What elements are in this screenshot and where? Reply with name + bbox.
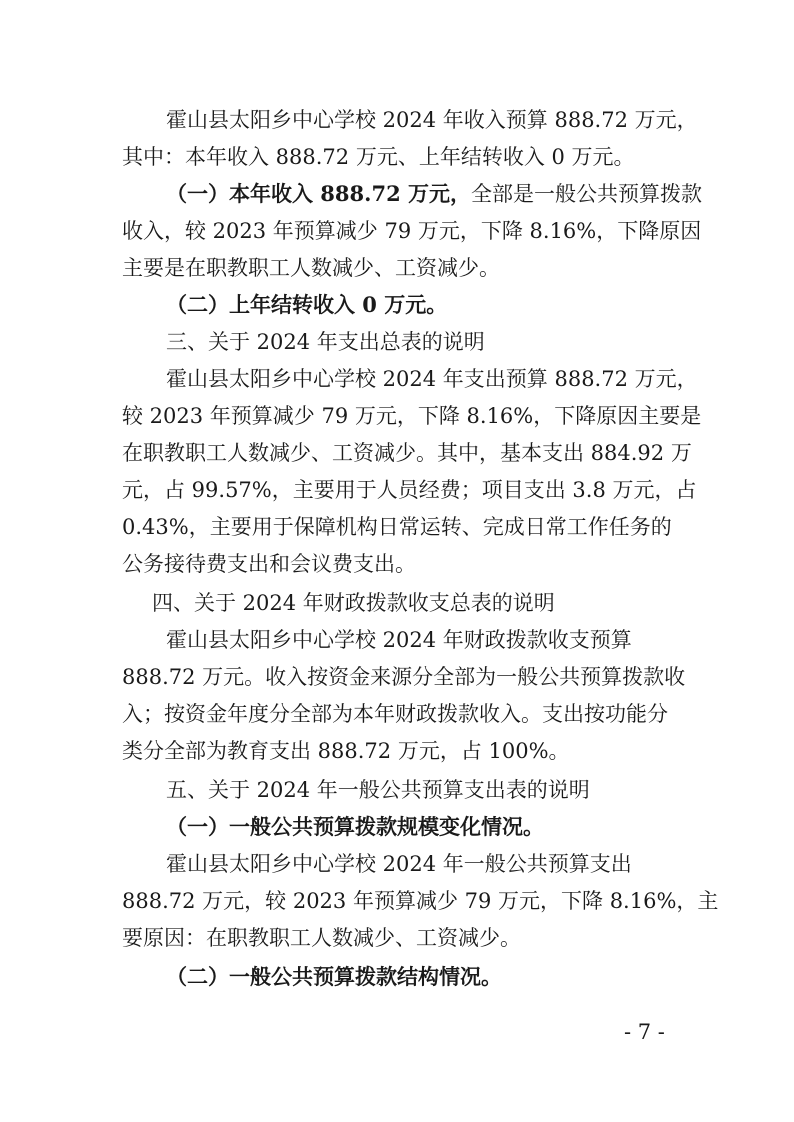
line-rest: 全部是一般公共预算拨款 [471, 182, 702, 206]
section-heading: 三、关于 2024 年支出总表的说明 [166, 330, 485, 354]
section-heading: 五、关于 2024 年一般公共预算支出表的说明 [166, 778, 590, 802]
paragraph-line: 元，占 99.57%，主要用于人员经费；项目支出 3.8 万元，占 [122, 478, 697, 502]
paragraph-line: 公务接待费支出和会议费支出。 [122, 552, 416, 576]
page-number: - 7 - [624, 1020, 665, 1044]
subheading: （二）一般公共预算拨款结构情况。 [166, 964, 502, 989]
paragraph-line: 888.72 万元，较 2023 年预算减少 79 万元，下降 8.16%，主 [122, 889, 719, 913]
subheading: （一）一般公共预算拨款规模变化情况。 [166, 814, 544, 839]
paragraph-line: 主要是在职教职工人数减少、工资减少。 [122, 256, 500, 280]
paragraph-line: 霍山县太阳乡中心学校 2024 年财政拨款收支预算 [166, 628, 632, 652]
paragraph-line: 888.72 万元。收入按资金来源分全部为一般公共预算拨款收 [122, 665, 686, 689]
paragraph-line: 入；按资金年度分全部为本年财政拨款收入。支出按功能分 [122, 702, 668, 726]
paragraph-line-mixed [166, 178, 702, 210]
paragraph-line: 在职教职工人数减少、工资减少。其中，基本支出 884.92 万 [122, 441, 692, 465]
section-heading: 四、关于 2024 年财政拨款收支总表的说明 [152, 591, 555, 615]
paragraph-line: 类分全部为教育支出 888.72 万元，占 100%。 [122, 739, 570, 763]
paragraph-line: 霍山县太阳乡中心学校 2024 年一般公共预算支出 [166, 852, 632, 876]
paragraph-line: 收入，较 2023 年预算减少 79 万元，下降 8.16%，下降原因 [122, 219, 702, 243]
subheading: （二）上年结转收入 0 万元。 [166, 292, 448, 317]
paragraph-line: 霍山县太阳乡中心学校 2024 年支出预算 888.72 万元， [166, 367, 698, 391]
paragraph-line: 霍山县太阳乡中心学校 2024 年收入预算 888.72 万元， [166, 108, 698, 132]
bold-lead: （一）本年收入 888.72 万元， [166, 181, 471, 206]
paragraph-line: 0.43%，主要用于保障机构日常运转、完成日常工作任务的 [122, 515, 672, 539]
paragraph-line: 较 2023 年预算减少 79 万元，下降 8.16%，下降原因主要是 [122, 404, 702, 428]
paragraph-line: 其中：本年收入 888.72 万元、上年结转收入 0 万元。 [122, 145, 635, 169]
paragraph-line: 要原因：在职教职工人数减少、工资减少。 [122, 926, 521, 950]
